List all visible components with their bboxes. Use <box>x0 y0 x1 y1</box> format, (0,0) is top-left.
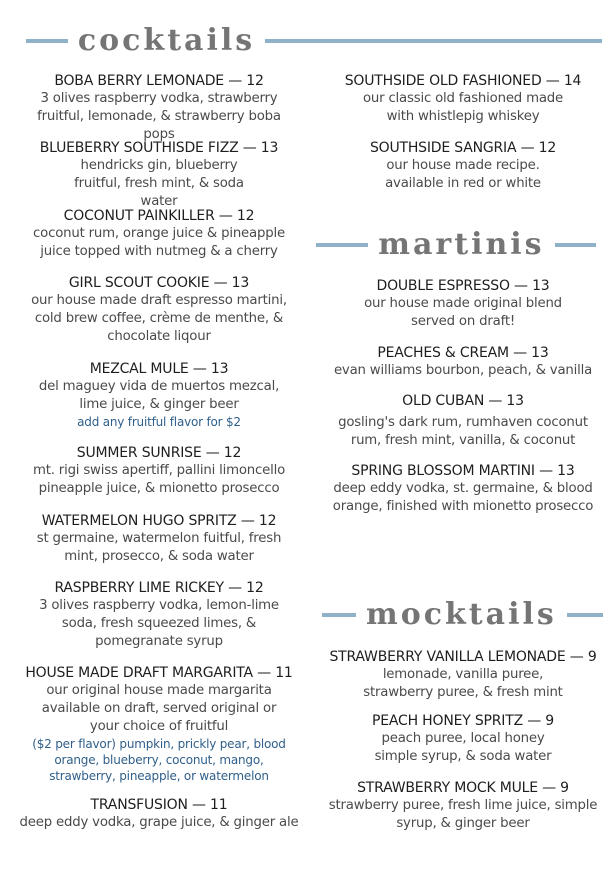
item-description: our house made recipe. available in red or white <box>385 158 541 191</box>
item-description: our house made original blend served on draft! <box>364 296 562 329</box>
item-name: SUMMER SUNRISE — 12 <box>76 445 242 461</box>
item-description: st germaine, watermelon fuitful, fresh mint, prosecco, & soda water <box>36 531 282 564</box>
item-description: 3 olives raspberry vodka, lemon-lime soda, fresh squeezed limes, & pomegranate syrup <box>39 598 279 649</box>
menu-item <box>318 392 608 450</box>
item-description: our house made draft espresso martini, cold brew coffee, crème de menthe, & chocolate liqour <box>31 293 287 344</box>
item-name: WATERMELON HUGO SPRITZ — 12 <box>41 513 277 529</box>
mocktails-header <box>322 597 604 632</box>
menu-item <box>16 579 302 651</box>
right-column <box>318 0 608 877</box>
item-name: SPRING BLOSSOM MARTINI — 13 <box>351 463 575 479</box>
menu-item <box>318 462 608 516</box>
menu-item <box>16 274 302 346</box>
menu-item <box>16 72 302 144</box>
menu-item <box>16 360 302 430</box>
menu-item <box>318 712 608 766</box>
menu-item <box>16 207 302 261</box>
item-name: PEACH HONEY SPRITZ — 9 <box>372 713 554 729</box>
item-description: coconut rum, orange juice & pineapple juice topped with nutmeg & a cherry <box>33 226 285 259</box>
menu-item <box>318 779 608 833</box>
item-name: TRANSFUSION — 11 <box>90 797 228 813</box>
item-name: DOUBLE ESPRESSO — 13 <box>376 278 550 294</box>
header-rule-left <box>316 243 368 247</box>
item-note: ($2 per flavor) pumpkin, prickly pear, blood orange, blueberry, coconut, mango, strawberry, pineapple, or watermelon <box>32 737 286 783</box>
section-title: martinis <box>378 227 545 262</box>
item-name: RASPBERRY LIME RICKEY — 12 <box>54 580 264 596</box>
menu-item <box>318 139 608 193</box>
item-description: deep eddy vodka, grape juice, & ginger ale <box>19 815 299 830</box>
item-description: gosling's dark rum, rumhaven coconut rum, fresh mint, vanilla, & coconut <box>338 415 588 448</box>
item-name: BLUEBERRY SOUTHISDE FIZZ — 13 <box>39 140 279 156</box>
menu-item <box>318 344 608 380</box>
martinis-header <box>316 227 596 262</box>
menu-item <box>318 648 608 702</box>
item-name: GIRL SCOUT COOKIE — 13 <box>68 275 250 291</box>
item-description: del maguey vida de muertos mezcal, lime juice, & ginger beer <box>38 379 280 412</box>
item-description: our classic old fashioned made with whistlepig whiskey <box>362 91 563 124</box>
item-name: SOUTHSIDE OLD FASHIONED — 14 <box>344 73 582 89</box>
menu-item <box>16 664 302 784</box>
item-description: deep eddy vodka, st. germaine, & blood orange, finished with mionetto prosecco <box>332 481 594 514</box>
item-name: STRAWBERRY MOCK MULE — 9 <box>357 780 569 796</box>
header-rule-left <box>322 613 356 617</box>
section-title: mocktails <box>366 597 557 632</box>
header-rule-right <box>555 243 596 247</box>
item-description: 3 olives raspberry vodka, strawberry fruitful, lemonade, & strawberry boba pops <box>37 91 281 142</box>
item-description: strawberry puree, fresh lime juice, simple syrup, & ginger beer <box>328 798 598 831</box>
item-name: STRAWBERRY VANILLA LEMONADE — 9 <box>329 649 597 665</box>
item-name: HOUSE MADE DRAFT MARGARITA — 11 <box>25 665 293 681</box>
item-name: MEZCAL MULE — 13 <box>89 361 229 377</box>
item-name: PEACHES & CREAM — 13 <box>377 345 549 361</box>
menu-item <box>16 796 302 832</box>
item-name: OLD CUBAN — 13 <box>402 393 524 409</box>
header-rule-left <box>26 39 68 43</box>
item-description: hendricks gin, blueberry fruitful, fresh mint, & soda water <box>74 158 244 209</box>
item-description: our original house made margarita available on draft, served original or your choice of fruitful <box>41 683 277 734</box>
item-description: evan williams bourbon, peach, & vanilla <box>333 363 593 378</box>
menu-item <box>16 139 302 211</box>
menu-item <box>16 444 302 498</box>
item-description: peach puree, local honey simple syrup, & soda water <box>374 731 552 764</box>
item-description: mt. rigi swiss apertiff, pallini limoncello pineapple juice, & mionetto prosecco <box>32 463 286 496</box>
item-name: COCONUT PAINKILLER — 12 <box>63 208 255 224</box>
item-note: add any fruitful flavor for $2 <box>77 415 241 429</box>
item-description: lemonade, vanilla puree, strawberry puree, & fresh mint <box>363 667 563 700</box>
header-rule-right <box>567 613 603 617</box>
item-name: SOUTHSIDE SANGRIA — 12 <box>369 140 557 156</box>
item-name: BOBA BERRY LEMONADE — 12 <box>54 73 264 89</box>
menu-item <box>318 277 608 331</box>
section-title: cocktails <box>77 23 256 58</box>
menu-item <box>318 72 608 126</box>
menu-item <box>16 512 302 566</box>
left-column <box>16 0 302 877</box>
